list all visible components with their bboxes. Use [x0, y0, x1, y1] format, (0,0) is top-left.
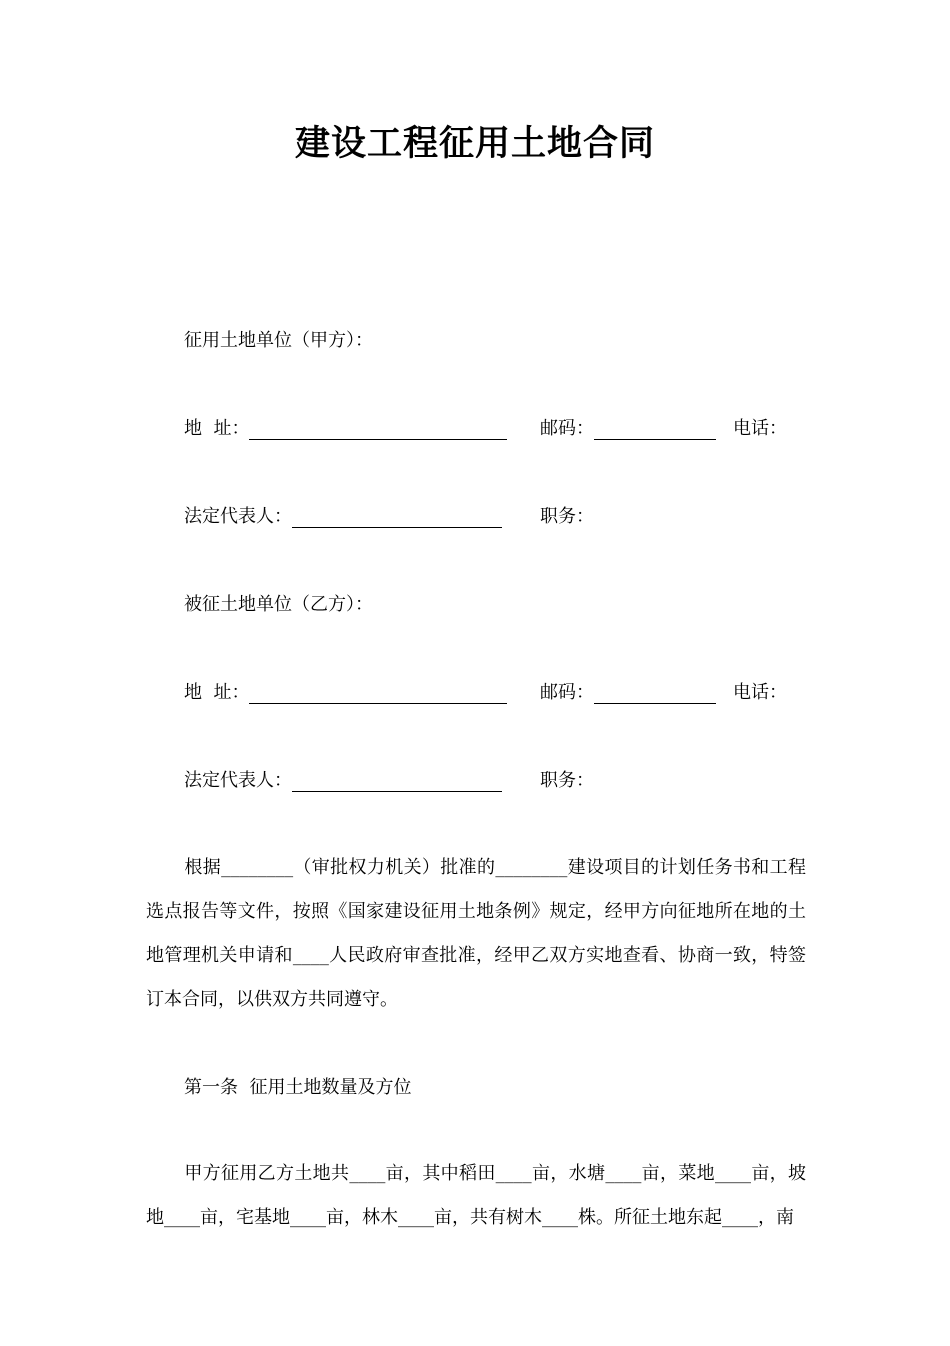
party-a-rep-blank — [292, 509, 502, 528]
party-a-postcode-blank — [594, 421, 716, 440]
party-b-address-blank — [249, 685, 507, 704]
article-1-heading: 第一条 征用土地数量及方位 — [184, 1077, 412, 1098]
party-b-phone-label: 电话： — [733, 682, 787, 703]
party-b-postcode-label: 邮码： — [540, 682, 594, 703]
article-1-paragraph — [146, 1152, 806, 1240]
party-b-postcode-blank — [594, 685, 716, 704]
party-a-phone-label: 电话： — [733, 418, 787, 439]
preamble-paragraph — [146, 846, 806, 1022]
party-a-postcode-label: 邮码： — [540, 418, 594, 439]
party-a-address-label: 地 址： — [184, 418, 250, 439]
party-b-rep-row — [184, 770, 502, 792]
party-b-address-row — [184, 682, 507, 704]
party-a-address-blank — [249, 421, 507, 440]
party-b-address-label: 地 址： — [184, 682, 250, 703]
party-a-heading: 征用土地单位（甲方）： — [184, 330, 373, 351]
party-b-postcode-row — [540, 682, 716, 704]
party-b-rep-blank — [292, 773, 502, 792]
party-b-position-label: 职务： — [540, 770, 594, 791]
party-a-rep-label: 法定代表人： — [184, 506, 292, 527]
party-a-address-row — [184, 418, 507, 440]
party-a-postcode-row — [540, 418, 716, 440]
party-b-heading: 被征土地单位（乙方）： — [184, 594, 373, 615]
party-a-position-label: 职务： — [540, 506, 594, 527]
preamble-text: 根据________（审批权力机关）批准的________建设项目的计划任务书和工程选点报告等文件，按照《国家建设征用土地条例》规定，经甲方向征地所在地的土地管理机关申请和____人民政府审查批准，经甲乙双方实地查看、协商一致，特签订本合同，以供双方共同遵守。 — [146, 857, 806, 1010]
document-title: 建设工程征用土地合同 — [294, 124, 655, 164]
party-b-rep-label: 法定代表人： — [184, 770, 292, 791]
party-a-rep-row — [184, 506, 502, 528]
article-1-text: 甲方征用乙方土地共____亩，其中稻田____亩，水塘____亩，菜地____亩，坡地____亩，宅基地____亩，林木____亩，共有树木____株。所征土地东起____，南 — [146, 1163, 806, 1228]
